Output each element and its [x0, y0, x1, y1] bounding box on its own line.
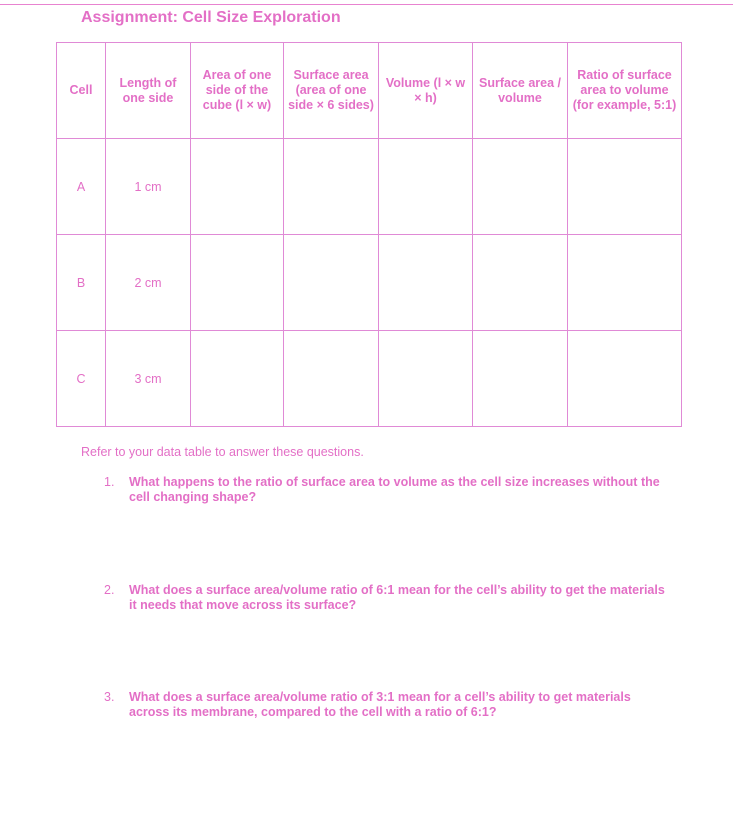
question-1 — [104, 475, 674, 505]
question-2 — [104, 583, 674, 613]
table-row — [57, 235, 682, 331]
answer-cell[interactable] — [473, 331, 568, 427]
data-table — [56, 42, 682, 427]
answer-cell[interactable] — [379, 331, 473, 427]
answer-cell[interactable] — [379, 139, 473, 235]
answer-cell[interactable] — [191, 331, 284, 427]
table-row — [57, 139, 682, 235]
answer-cell[interactable] — [284, 331, 379, 427]
answer-cell[interactable] — [284, 139, 379, 235]
cell-length: 1 cm — [106, 139, 191, 235]
cell-label: C — [57, 331, 106, 427]
table-row — [57, 331, 682, 427]
question-number: 3. — [104, 690, 115, 704]
header-cell: Cell — [57, 43, 106, 139]
header-volume: Volume (l × w × h) — [379, 43, 473, 139]
cell-label: B — [57, 235, 106, 331]
question-text: What does a surface area/volume ratio of 3:1 mean for a cell’s ability to get materials across its membrane, compared to the cell with a ratio of 6:1? — [129, 690, 631, 719]
header-ratio: Ratio of surface area to volume (for example, 5:1) — [568, 43, 682, 139]
answer-cell[interactable] — [568, 139, 682, 235]
top-rule — [0, 4, 733, 5]
answer-cell[interactable] — [568, 331, 682, 427]
header-row — [57, 43, 682, 139]
answer-cell[interactable] — [473, 139, 568, 235]
answer-cell[interactable] — [379, 235, 473, 331]
cell-length: 2 cm — [106, 235, 191, 331]
cell-length: 3 cm — [106, 331, 191, 427]
question-text: What happens to the ratio of surface area to volume as the cell size increases without the cell changing shape? — [129, 475, 660, 504]
questions-intro: Refer to your data table to answer these questions. — [81, 445, 364, 459]
question-text: What does a surface area/volume ratio of 6:1 mean for the cell’s ability to get the materials it needs that move across its surface? — [129, 583, 665, 612]
answer-cell[interactable] — [284, 235, 379, 331]
header-length: Length of one side — [106, 43, 191, 139]
answer-cell[interactable] — [568, 235, 682, 331]
question-number: 2. — [104, 583, 115, 597]
cell-label: A — [57, 139, 106, 235]
header-surface-area: Surface area (area of one side × 6 sides) — [284, 43, 379, 139]
question-number: 1. — [104, 475, 115, 489]
answer-cell[interactable] — [191, 235, 284, 331]
header-area-one-side: Area of one side of the cube (l × w) — [191, 43, 284, 139]
header-sa-over-volume: Surface area / volume — [473, 43, 568, 139]
question-3 — [104, 690, 674, 720]
page-title: Assignment: Cell Size Exploration — [81, 9, 341, 26]
answer-cell[interactable] — [473, 235, 568, 331]
answer-cell[interactable] — [191, 139, 284, 235]
